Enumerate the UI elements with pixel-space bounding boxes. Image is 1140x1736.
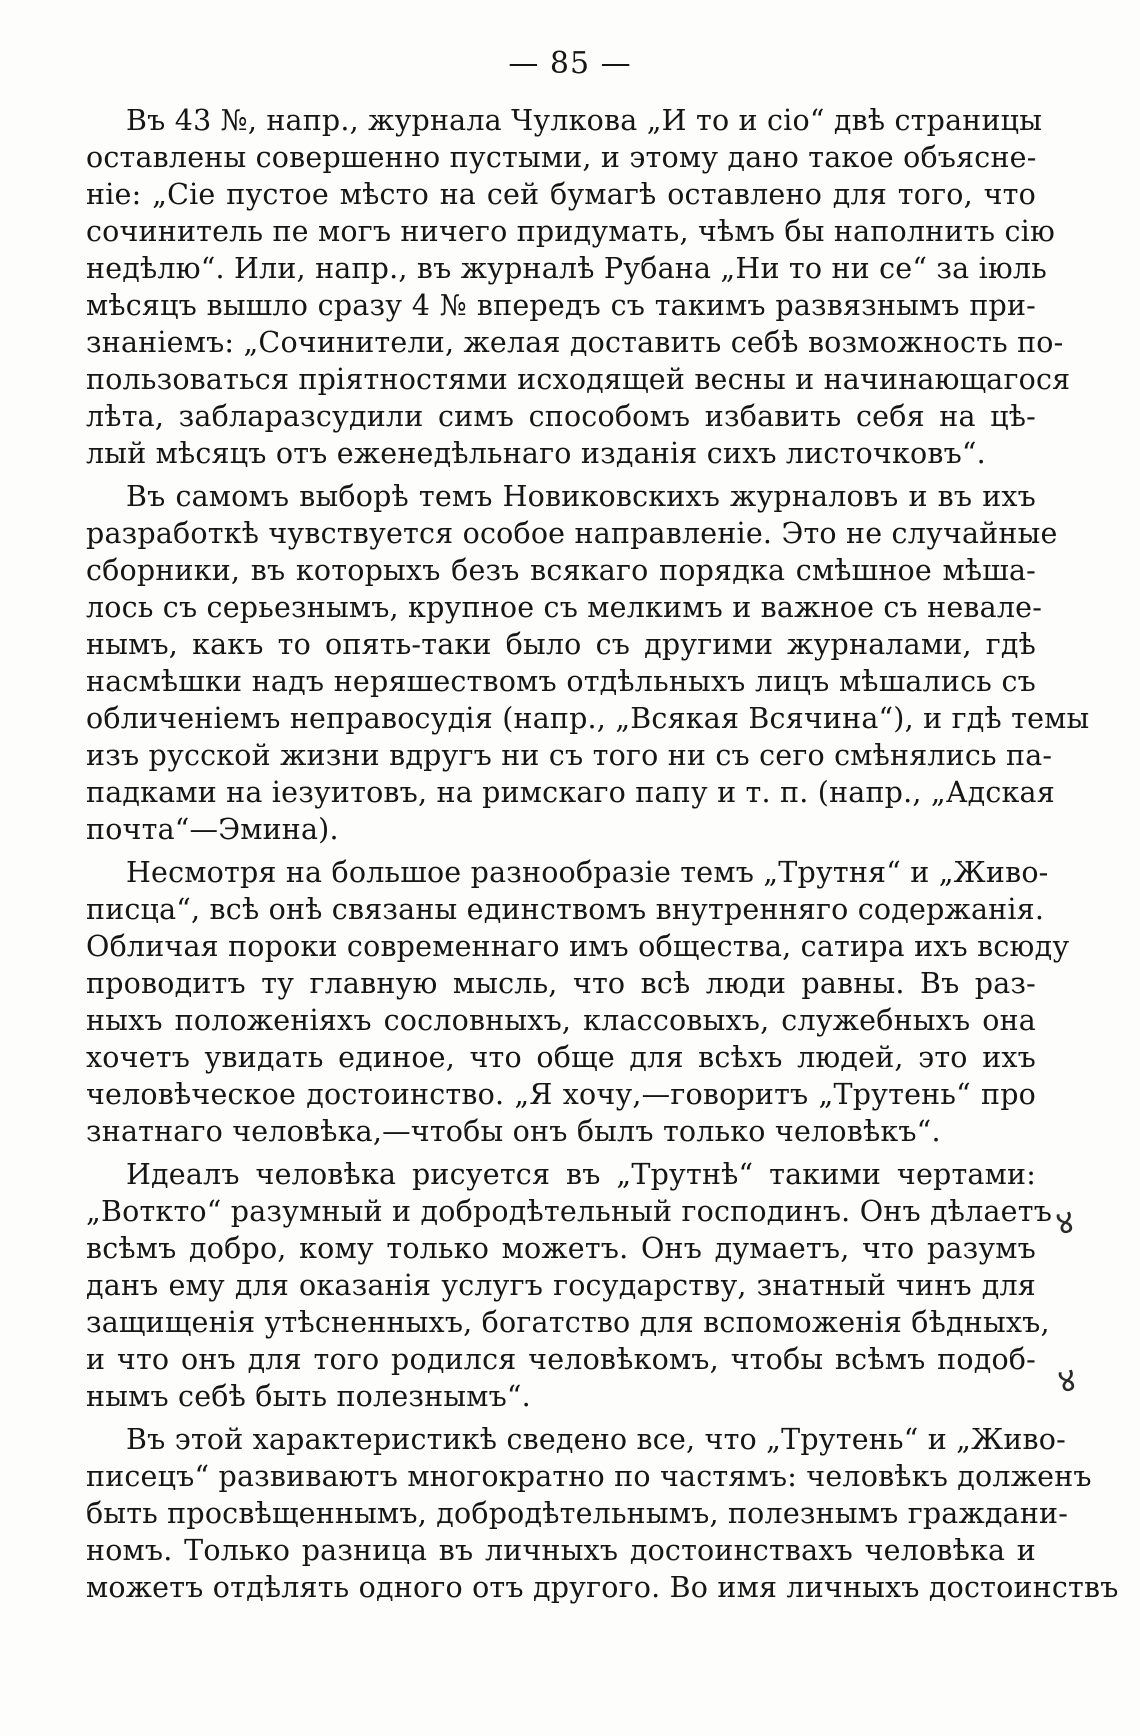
text-line: человѣческое достоинство. „Я хочу,—говоритъ „Трутень“ про	[86, 1078, 1036, 1111]
text-line: писца“, всѣ онѣ связаны единствомъ внутренняго содержанія.	[86, 893, 1045, 926]
text-line: недѣлю“. Или, напр., въ журналѣ Рубана „Ни то ни се“ за іюль	[86, 252, 1047, 285]
text-line: номъ. Только разница въ личныхъ достоинствахъ человѣка и	[86, 1534, 1036, 1567]
text-line: проводитъ ту главную мысль, что всѣ люди равны. Въ раз-	[86, 967, 1036, 1000]
text-line: писецъ“ развиваютъ многократно по частямъ: человѣкъ долженъ	[86, 1460, 1092, 1493]
text-line: ніе: „Сіе пустое мѣсто на сей бумагѣ оставлено для того, что	[86, 178, 1036, 211]
page-number: — 85 —	[508, 46, 632, 81]
text-line: обличеніемъ неправосудія (напр., „Всякая Всячина“), и гдѣ темы	[86, 702, 1090, 735]
text-line: знаніемъ: „Сочинители, желая доставить себѣ возможность по-	[86, 326, 1064, 359]
text-line: лось съ серьезнымъ, крупное съ мелкимъ и важное съ невале-	[86, 591, 1043, 624]
text-line: нымъ, какъ то опять-таки было съ другими журналами, гдѣ	[86, 628, 1036, 661]
paragraph	[86, 102, 1071, 472]
margin-annotation-mark: ४	[1052, 1201, 1079, 1245]
text-line: всѣмъ добро, кому только можетъ. Онъ думаетъ, что разумъ	[86, 1232, 1036, 1265]
body-text	[86, 102, 1119, 1606]
text-line: Обличая пороки современнаго имъ общества, сатира ихъ всюду	[86, 930, 1070, 963]
text-line: изъ русской жизни вдругъ ни съ того ни съ сего смѣнялись па-	[86, 739, 1053, 772]
text-line: сборники, въ которыхъ безъ всякаго порядка смѣшное мѣша-	[86, 554, 1036, 587]
text-line: пользоваться пріятностями исходящей весны и начинающагося	[86, 363, 1071, 396]
text-line: Въ самомъ выборѣ темъ Новиковскихъ журналовъ и въ ихъ	[126, 480, 1036, 513]
text-line: „Воткто“ разумный и добродѣтельный господинъ. Онъ дѣлаетъ	[86, 1195, 1053, 1228]
text-line: оставлены совершенно пустыми, и этому дано такое объясне-	[86, 141, 1037, 174]
text-line: насмѣшки надъ неряшествомъ отдѣльныхъ лицъ мѣшались съ	[86, 665, 1036, 698]
margin-annotation-mark: ४	[1054, 1359, 1081, 1403]
text-line: защищенія утѣсненныхъ, богатство для вспоможенія бѣдныхъ,	[86, 1306, 1050, 1339]
text-line: и что онъ для того родился человѣкомъ, чтобы всѣмъ подоб-	[86, 1343, 1036, 1376]
text-line: нымъ себѣ быть полезнымъ“.	[86, 1380, 531, 1413]
text-line: Несмотря на большое разнообразіе темъ „Трутня“ и „Живо-	[126, 856, 1049, 889]
paragraph	[86, 854, 1070, 1150]
paragraph	[86, 1421, 1119, 1606]
text-line: лый мѣсяцъ отъ еженедѣльнаго изданія сихъ листочковъ“.	[86, 437, 986, 470]
text-line: разработкѣ чувствуется особое направленіе. Это не случайные	[86, 517, 1058, 550]
paragraph	[86, 1156, 1053, 1415]
text-line: лѣта, забларазсудили симъ способомъ избавить себя на цѣ-	[86, 400, 1036, 433]
text-line: Въ этой характеристикѣ сведено все, что „Трутень“ и „Живо-	[126, 1423, 1066, 1456]
text-line: почта“—Эмина).	[86, 813, 339, 846]
paragraph	[86, 478, 1090, 848]
text-line: быть просвѣщеннымъ, добродѣтельнымъ, полезнымъ граждани-	[86, 1497, 1069, 1530]
text-line: сочинитель пе могъ ничего придумать, чѣмъ бы наполнить сію	[86, 215, 1055, 248]
text-line: данъ ему для оказанія услугъ государству, знатный чинъ для	[86, 1269, 1036, 1302]
text-line: хочетъ увидать единое, что обще для всѣхъ людей, это ихъ	[86, 1041, 1036, 1074]
text-line: мѣсяцъ вышло сразу 4 № впередъ съ такимъ развязнымъ при-	[86, 289, 1036, 322]
text-line: Въ 43 №, напр., журнала Чулкова „И то и сіо“ двѣ страницы	[126, 104, 1043, 137]
text-line: падками на іезуитовъ, на римскаго папу и т. п. (напр., „Адская	[86, 776, 1055, 809]
text-line: ныхъ положеніяхъ сословныхъ, классовыхъ, служебныхъ она	[86, 1004, 1036, 1037]
text-line: можетъ отдѣлять одного отъ другого. Во имя личныхъ достоинствъ	[86, 1571, 1119, 1604]
text-line: Идеалъ человѣка рисуется въ „Трутнѣ“ такими чертами:	[126, 1158, 1036, 1191]
text-line: знатнаго человѣка,—чтобы онъ былъ только человѣкъ“.	[86, 1115, 941, 1148]
